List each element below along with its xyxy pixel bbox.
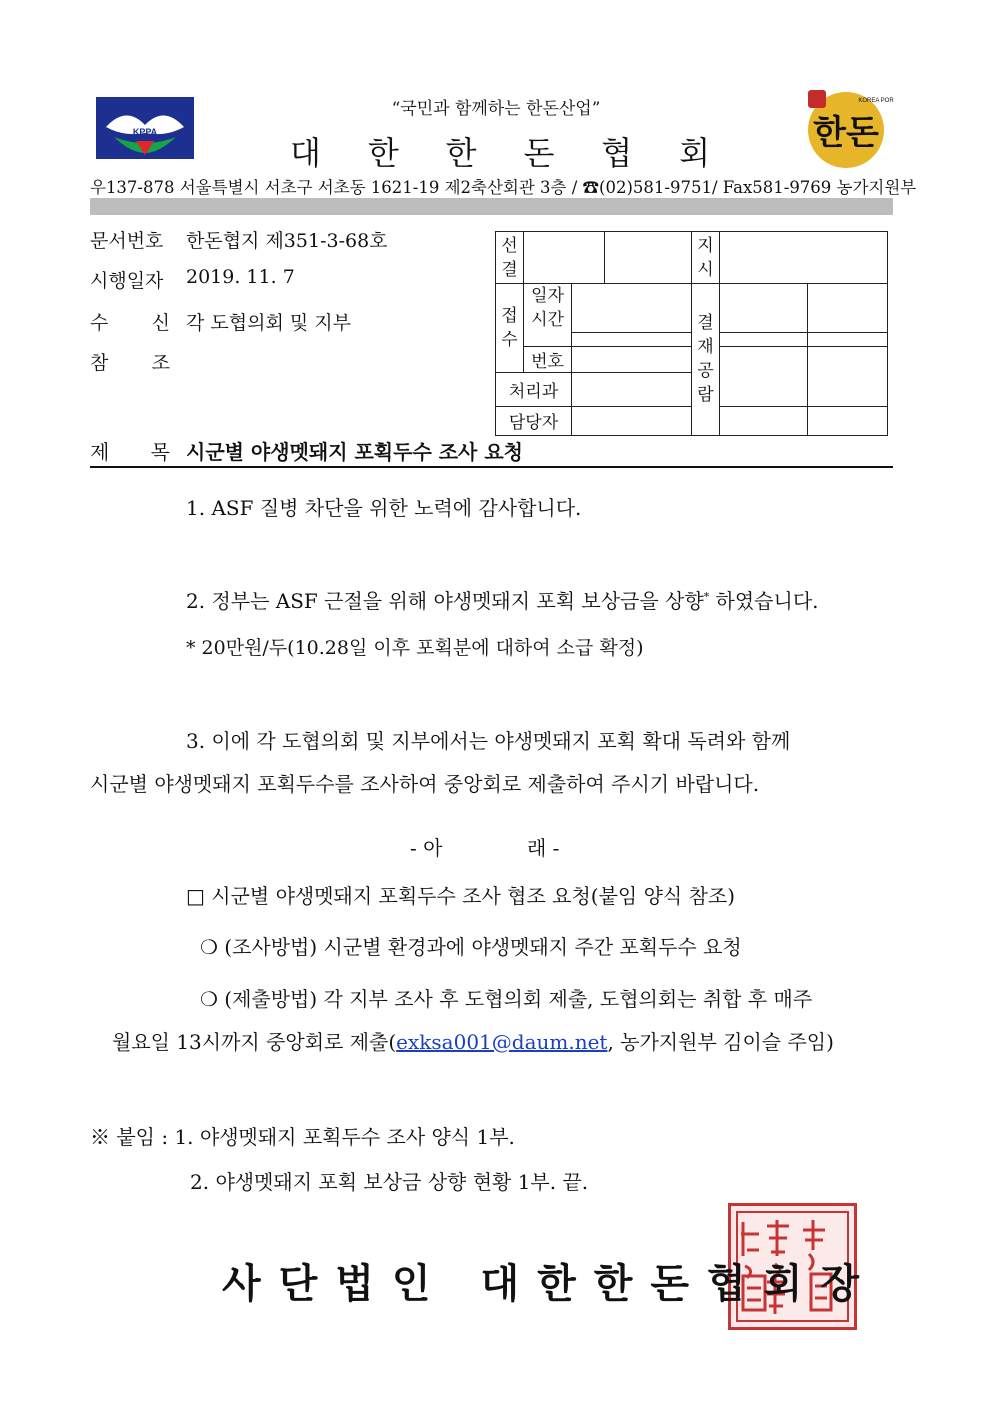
attachment-1: ※ 붙임 : 1. 야생멧돼지 포획두수 조사 양식 1부.: [90, 1125, 515, 1149]
org-char: 한: [367, 134, 399, 172]
org-char: 협: [601, 134, 633, 172]
jeopsu-cell: 접 수: [496, 284, 524, 373]
doc-number-row: [90, 226, 388, 253]
attachment-2: 2. 야생멧돼지 포획 보상금 상향 현황 1부. 끝.: [190, 1170, 589, 1194]
paragraph-3-line-2: 시군별 야생멧돼지 포획두수를 조사하여 중앙회로 제출하여 주시기 바랍니다.: [90, 772, 760, 796]
gyeol-blank[interactable]: [720, 346, 808, 406]
gyeol-blank[interactable]: [808, 346, 888, 406]
beonho-value[interactable]: [572, 346, 692, 372]
gyeol-blank[interactable]: [808, 406, 888, 435]
below-heading-a: - 아: [410, 836, 443, 860]
handon-logo: [798, 86, 894, 170]
damdangja-value[interactable]: [572, 406, 692, 435]
below-heading-b: 래 -: [527, 836, 560, 860]
paragraph-2-note: * 20만원/두(10.28일 이후 포획분에 대하여 소급 확정): [186, 637, 644, 659]
issue-date: 2019. 11. 7: [186, 266, 295, 288]
doc-number: 한돈협지 제351-3-68호: [186, 230, 388, 252]
paragraph-3-line-1: 3. 이에 각 도협의회 및 지부에서는 야생멧돼지 포획 확대 독려와 함께: [186, 729, 791, 753]
ilja-spacer-value: [572, 332, 692, 346]
seon-gyeol-blank-2[interactable]: [605, 232, 692, 284]
signature: 사단법인 대한한돈협회장: [222, 1260, 877, 1307]
ilja-sigan-value[interactable]: [572, 284, 692, 333]
doc-number-label: 문서번호: [90, 230, 164, 252]
date-label: 시행일자: [90, 270, 164, 292]
cheorigwa-value[interactable]: [572, 372, 692, 406]
ilja-sigan-label: 일자 시간: [524, 284, 572, 333]
org-char: 한: [445, 134, 477, 172]
beonho-label: 번호: [524, 346, 572, 372]
header-divider-bar: [90, 198, 893, 215]
subject-row: [90, 436, 523, 465]
jisi-blank[interactable]: [720, 232, 888, 284]
recipient: 각 도협의회 및 지부: [186, 312, 351, 334]
item-3-line-1: ❍ (제출방법) 각 지부 조사 후 도협의회 제출, 도협의회는 취합 후 매주: [200, 987, 813, 1011]
gyeol-blank[interactable]: [720, 406, 808, 435]
handon-logo-text: 한돈: [813, 113, 879, 153]
ilja-spacer: [524, 332, 572, 346]
address-line: 우137-878 서울특별시 서초구 서초동 1621-19 제2축산회관 3층 / ☎(02)581-9751/ Fax581-9769 농가지원부: [90, 178, 917, 197]
jisi-cell: 지 시: [692, 232, 720, 284]
org-name: [290, 128, 710, 174]
handon-logo-small: KOREA PORK: [858, 98, 894, 104]
org-char: 대: [290, 134, 321, 172]
subject-label: 제 목: [90, 440, 170, 464]
date-row: [90, 266, 295, 293]
reference-row: [90, 348, 186, 375]
recipient-row: [90, 308, 351, 335]
paragraph-2: 2. 정부는 ASF 근절을 위해 야생멧돼지 포획 보상금을 상향* 하였습니다.: [186, 589, 819, 613]
slogan: “국민과 함께하는 한돈산업”: [391, 99, 601, 119]
cheorigwa-label: 처리과: [496, 372, 572, 406]
item-3-line-2: 월요일 13시까지 중앙회로 제출(exksa001@daum.net, 농가지원부 김이슬 주임): [112, 1030, 834, 1054]
gyeol-blank[interactable]: [808, 284, 888, 333]
seon-gyeol-blank[interactable]: [524, 232, 605, 284]
org-char: 회: [679, 134, 710, 172]
subject-text: 시군별 야생멧돼지 포획두수 조사 요청: [186, 440, 523, 464]
item-1: □ 시군별 야생멧돼지 포획두수 조사 협조 요청(붙임 양식 참조): [186, 884, 736, 908]
gyeol-blank[interactable]: [808, 332, 888, 346]
kppa-logo-text: KPPA: [132, 127, 158, 137]
gyeol-cell: 결 재 공 람: [692, 284, 720, 436]
gyeol-blank[interactable]: [720, 284, 808, 333]
gyeol-blank[interactable]: [720, 332, 808, 346]
org-char: 돈: [523, 134, 555, 172]
subject-rule: [90, 466, 893, 468]
damdangja-label: 담당자: [496, 406, 572, 435]
seon-gyeol-cell: 선 결: [496, 232, 524, 284]
reference-label: 참 조: [90, 352, 170, 374]
item-2: ❍ (조사방법) 시군별 환경과에 야생멧돼지 주간 포획두수 요청: [200, 935, 742, 959]
paragraph-1: 1. ASF 질병 차단을 위한 노력에 감사합니다.: [186, 496, 582, 520]
email-link[interactable]: exksa001@daum.net: [396, 1030, 608, 1054]
approval-table: [495, 231, 888, 436]
recipient-label: 수 신: [90, 312, 170, 334]
